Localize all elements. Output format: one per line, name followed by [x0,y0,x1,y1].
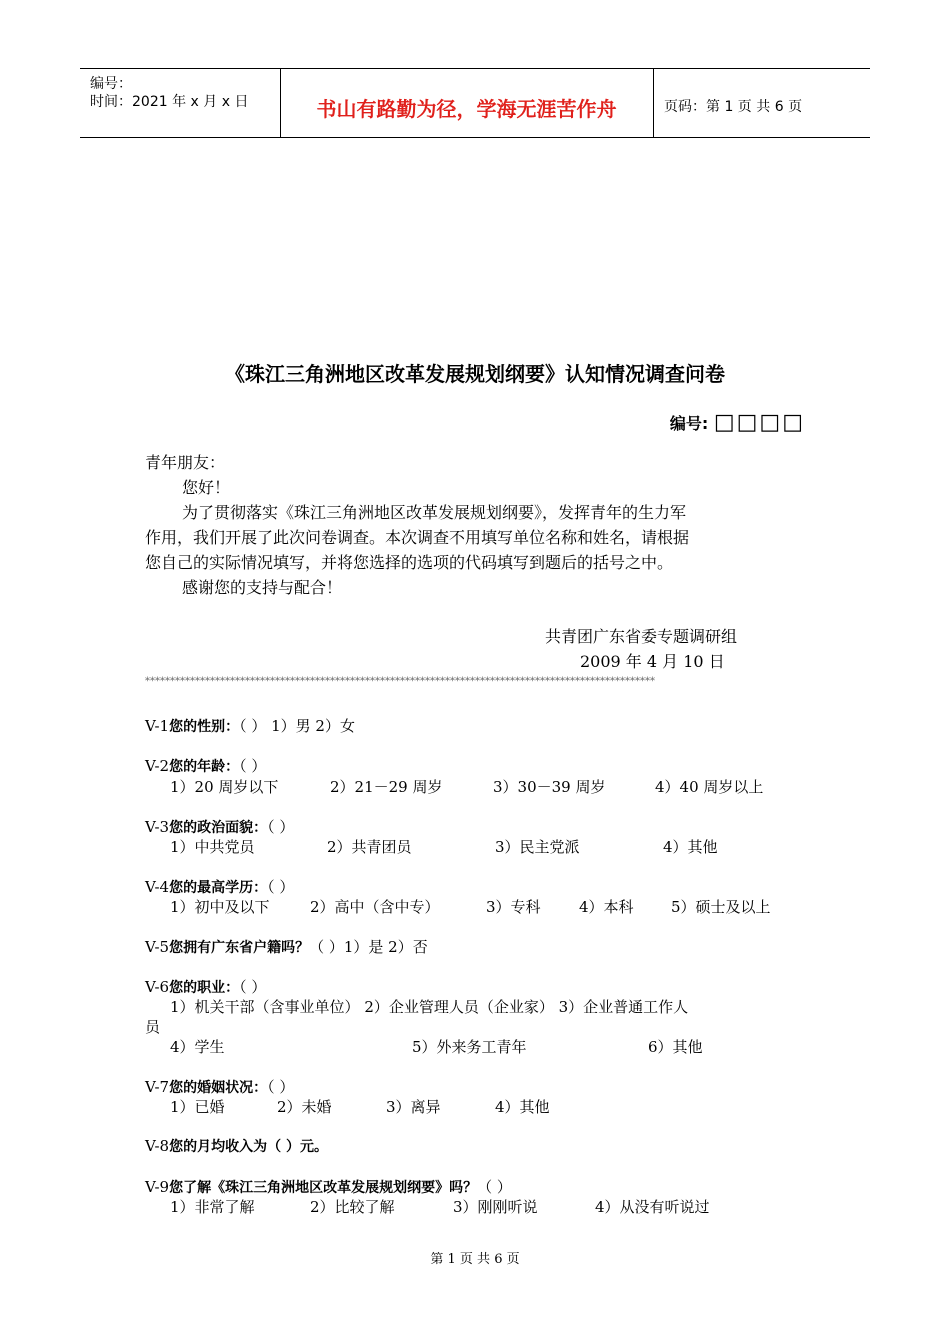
question-code: V-7 [145,1078,170,1096]
option: 6）其他 [648,1038,703,1056]
question-tail: （ ） 1）男 2）女 [239,717,355,735]
option: 3）30－39 周岁 [493,778,606,796]
option: 2）21－29 周岁 [330,778,443,796]
question-code: V-3 [145,818,170,836]
question-text: 您的年龄： [169,759,240,775]
question-v1 [145,715,355,736]
page-header [80,68,870,138]
header-motto-cell [280,69,654,137]
question-text: 您的性别： [169,719,240,735]
question-tail: （ ） [267,818,295,836]
page-footer: 第 1 页 共 6 页 [430,1252,520,1267]
question-text: 您的职业： [169,980,240,996]
question-v9 [145,1176,512,1197]
question-v6 [145,976,266,997]
option: 1）已婚 [170,1098,225,1116]
option: 3）刚刚听说 [453,1198,538,1216]
header-left-cell [80,69,281,137]
option: 1）初中及以下 [170,898,270,916]
question-text: 您的政治面貌： [169,820,268,836]
option: 3）民主党派 [495,838,580,856]
letter-salutation: 青年朋友： [145,453,226,472]
option: 4）其他 [663,838,718,856]
option: 2）比较了解 [310,1198,395,1216]
question-code: V-5 [145,938,170,956]
letter-date: 2009 年 4 月 10 日 [580,652,725,671]
question-code: V-4 [145,878,170,896]
option: 2）共青团员 [327,838,412,856]
header-time-label: 时间：2021 年 x 月 x 日 [90,94,249,110]
question-tail: （ ） [477,1178,512,1196]
question-v3 [145,816,294,837]
option: 4）从没有听说过 [595,1198,710,1216]
question-text: 您了解《珠江三角洲地区改革发展规划纲要》吗？ [169,1180,478,1196]
letter-paragraph-line: 作用，我们开展了此次问卷调查。本次调查不用填写单位名称和姓名，请根据 [145,528,690,547]
question-code: V-9 [145,1178,170,1196]
header-number-label: 编号： [90,76,132,92]
question-text: 您的月均收入为（ ）元。 [169,1139,328,1155]
survey-code [670,410,805,435]
question-code: V-1 [145,717,170,735]
survey-code-boxes: □□□□ [713,410,805,435]
letter-thanks: 感谢您的支持与配合！ [182,578,343,597]
letter-paragraph-line: 您自己的实际情况填写，并将您选择的选项的代码填写到题后的括号之中。 [145,553,674,572]
question-code: V-6 [145,978,170,996]
option: 1）20 周岁以下 [170,778,279,796]
option: 4）其他 [495,1098,550,1116]
document-title: 《珠江三角洲地区改革发展规划纲要》认知情况调查问卷 [225,362,725,386]
question-text: 您的最高学历： [169,880,268,896]
option: 3）离异 [386,1098,441,1116]
option: 2）高中（含中专） [310,898,440,916]
letter-paragraph-line: 为了贯彻落实《珠江三角洲地区改革发展规划纲要》，发挥青年的生力军 [182,503,687,522]
option: 3）专科 [486,898,541,916]
option: 1）机关干部（含事业单位） 2）企业管理人员（企业家） 3）企业普通工作人 [170,998,689,1016]
survey-code-label: 编号: [669,414,709,433]
header-motto: 书山有路勤为径，学海无涯苦作舟 [316,97,617,121]
question-v2 [145,755,266,776]
option: 5）硕士及以上 [671,898,771,916]
option: 5）外来务工青年 [412,1038,527,1056]
question-tail: （ ） [267,878,295,896]
question-v7 [145,1076,294,1097]
question-text: 您拥有广东省户籍吗？ [169,940,310,956]
question-text: 您的婚姻状况： [169,1080,268,1096]
option: 4）本科 [579,898,634,916]
option: 1）非常了解 [170,1198,255,1216]
letter-signature: 共青团广东省委专题调研组 [545,627,738,646]
header-right-cell [654,69,870,137]
question-tail: （ ）1）是 2）否 [309,938,428,956]
question-v5 [145,936,428,957]
option: 1）中共党员 [170,838,255,856]
question-v8 [145,1136,328,1156]
question-tail: （ ） [239,757,267,775]
letter-greeting: 您好！ [182,478,231,497]
question-tail: （ ） [239,978,267,996]
question-code: V-8 [145,1137,170,1155]
option: 2）未婚 [277,1098,332,1116]
separator-line: ****************************************************************************************************** [145,676,655,687]
option: 4）学生 [170,1038,225,1056]
question-code: V-2 [145,757,170,775]
question-v4 [145,876,294,897]
option: 员 [145,1018,161,1036]
header-page-label: 页码：第 1 页 共 6 页 [664,99,803,115]
question-tail: （ ） [267,1078,295,1096]
option: 4）40 周岁以上 [655,778,764,796]
